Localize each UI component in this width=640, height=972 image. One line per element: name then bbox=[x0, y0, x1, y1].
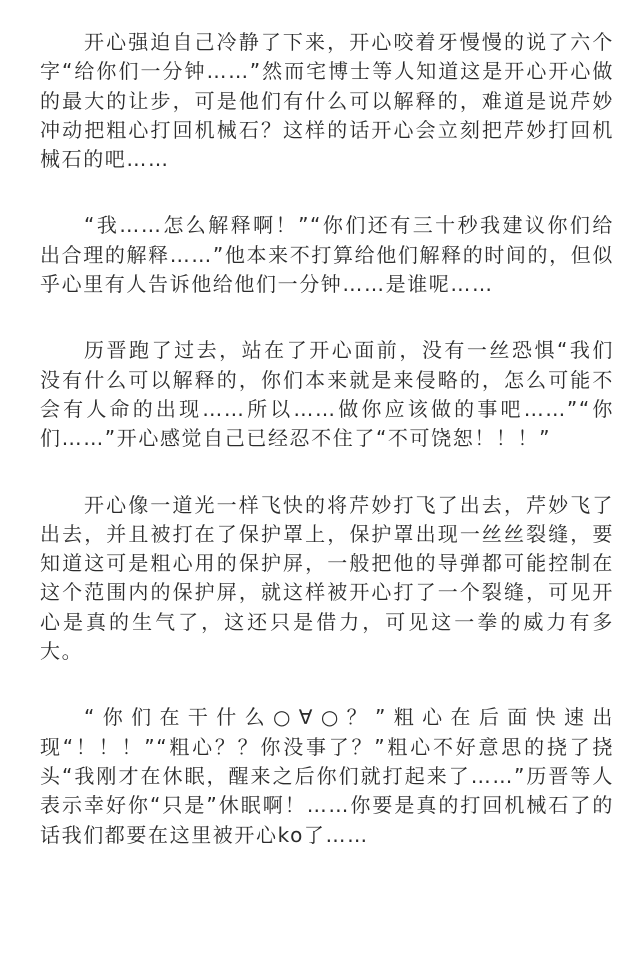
story-paragraph-4: 开心像一道光一样飞快的将芹妙打飞了出去，芹妙飞了出去，并且被打在了保护罩上，保护罩出现一丝丝裂缝，要知道这可是粗心用的保护屏，一般把他的导弹都可能控制在这个范围内的保护屏，就这样被开心打了一个裂缝，可见开心是真的生气了，这还只是借力，可见这一拳的威力有多大。 bbox=[40, 492, 614, 664]
story-paragraph-3: 历晋跑了过去，站在了开心面前，没有一丝恐惧“我们没有什么可以解释的，你们本来就是来侵略的，怎么可能不会有人命的出现……所以……做你应该做的事吧……”“你们……”开心感觉自己已经忍不住了“不可饶恕！！！” bbox=[40, 338, 614, 451]
story-paragraph-2: “我……怎么解释啊！”“你们还有三十秒我建议你们给出合理的解释……”他本来不打算给他们解释的时间的，但似乎心里有人告诉他给他们一分钟……是谁呢…… bbox=[40, 213, 614, 297]
story-paragraph-1: 开心强迫自己冷静了下来，开心咬着牙慢慢的说了六个字“给你们一分钟……”然而宅博士等人知道这是开心开心做的最大的让步，可是他们有什么可以解释的，难道是说芹妙冲动把粗心打回机械石？这样的话开心会立刻把芹妙打回机械石的吧…… bbox=[40, 30, 614, 172]
story-paragraph-5: “你们在干什么○∀○？”粗心在后面快速出现“！！！”“粗心？？你没事了？”粗心不好意思的挠了挠头“我刚才在休眠，醒来之后你们就打起来了……”历晋等人表示幸好你“只是”休眠啊！……你要是真的打回机械石了的话我们都要在这里被开心ko了…… bbox=[40, 705, 614, 847]
